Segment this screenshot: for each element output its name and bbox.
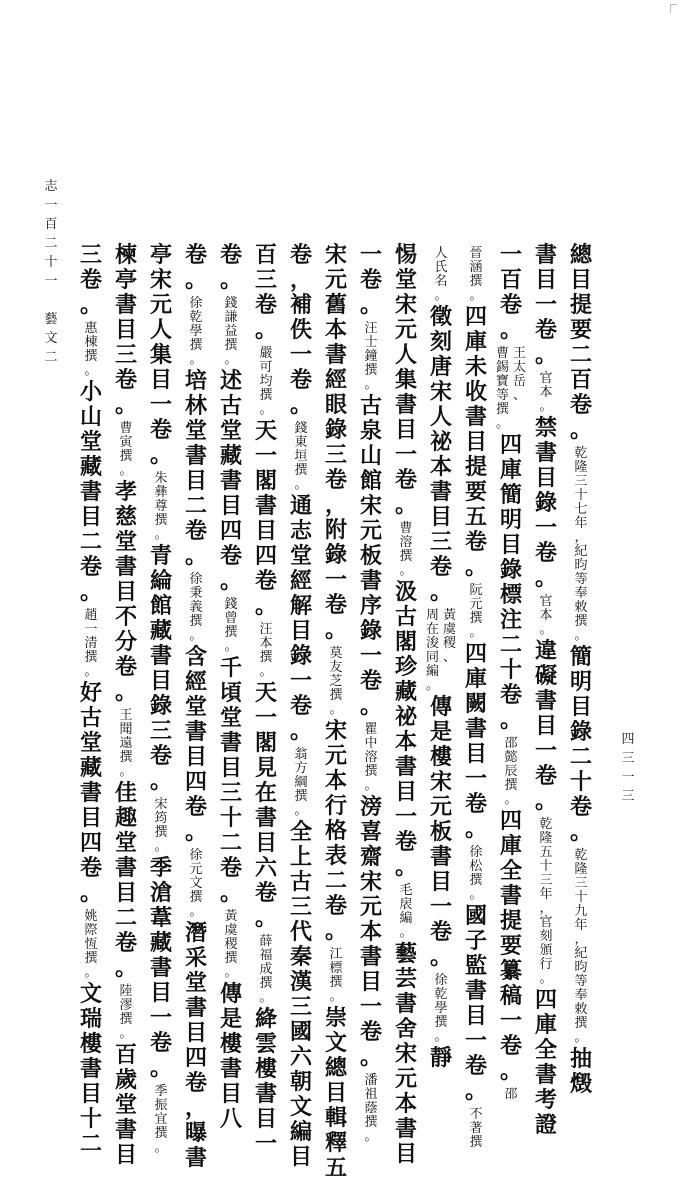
annotation-note: 汪 士 鐘 撰 。 [364, 321, 378, 392]
annotation-note-left: 曹 錫 寶 等 撰 。 [495, 346, 509, 431]
annotation-note: 錢 東 垣 撰 。 [294, 421, 308, 492]
main-text: 小 山 堂 藏 書 目 二 卷 。 [79, 379, 102, 605]
main-text: 文 瑞 樓 書 目 十 二 [79, 981, 102, 1157]
annotation-note: 人 氏 名 。 [434, 246, 448, 303]
text-column [251, 242, 281, 1157]
main-text: 亭 宋 元 人 集 目 一 卷 。 [149, 242, 172, 468]
annotation-note: 莫 友 芝 撰 。 [329, 646, 343, 717]
main-text: 佳 趣 堂 書 目 二 卷 。 [114, 780, 137, 981]
annotation-note: 黃 虞 稷 撰 。 [224, 909, 238, 980]
main-text: 百 歲 堂 書 目 [114, 1042, 137, 1168]
main-text: 絳 雲 樓 書 目 一 [254, 1006, 277, 1157]
annotation-note: 不 著 撰 [469, 1107, 483, 1150]
main-text: 四 庫 簡 明 目 錄 標 注 二 十 卷 。 [499, 432, 522, 733]
main-text: 四 庫 全 書 考 證 [534, 987, 557, 1138]
annotation-note: 官 本 。 [539, 371, 553, 414]
annotation-note: 姚 際 恆 撰 。 [84, 909, 98, 980]
main-text: 三 卷 。 [79, 242, 102, 318]
main-text: 四 庫 全 書 提 要 纂 稿 一 卷 。 [499, 808, 522, 1084]
main-text: 季 滄 葦 藏 書 目 一 卷 。 [149, 855, 172, 1081]
annotation-note: 邵 懿 辰 撰 。 [504, 736, 518, 807]
annotation-note: 徐 秉 義 撰 。 [189, 572, 203, 643]
annotation-note: 毛 扆 編 。 [399, 883, 413, 940]
main-text: 楝 亭 書 目 三 卷 。 [114, 242, 137, 418]
main-text: 違 礙 書 目 一 卷 。 [534, 638, 557, 814]
annotation-note: 晉 涵 撰 。 [469, 246, 483, 303]
annotation-note: 朱 彝 尊 撰 。 [154, 471, 168, 542]
annotation-note: 徐 乾 學 撰 。 [434, 973, 448, 1044]
main-text: 藝 芸 書 舍 宋 元 本 書 目 [394, 941, 417, 1167]
main-text: 千 頃 堂 書 目 三 十 二 卷 。 [219, 655, 242, 906]
main-text: 孝 慈 堂 書 目 不 分 卷 。 [114, 479, 137, 705]
annotation-note: 邵 [504, 1087, 518, 1102]
annotation-note: 翁 方 綱 撰 。 [294, 747, 308, 818]
main-text: 卷 ， 補 佚 一 卷 。 [289, 242, 312, 418]
annotation-note: 官 本 。 [539, 594, 553, 637]
main-text: 述 古 堂 藏 書 目 四 卷 。 [219, 368, 242, 594]
annotation-note: 嚴 可 均 撰 。 [259, 346, 273, 417]
text-column [566, 242, 596, 1097]
annotation-note: 徐 乾 學 撰 。 [189, 296, 203, 367]
main-text: 四 庫 未 收 書 目 提 要 五 卷 。 [464, 304, 487, 580]
main-text: 惕 堂 宋 元 人 集 書 目 一 卷 。 [394, 242, 417, 518]
main-text: 禁 書 目 錄 一 卷 。 [534, 415, 557, 591]
annotation-note: 陸 漻 撰 。 [119, 984, 133, 1041]
main-text: 天 一 閣 書 目 四 卷 。 [254, 418, 277, 619]
text-column [461, 244, 491, 1150]
main-text: 卷 。 [219, 242, 242, 293]
text-column [425, 244, 456, 1071]
annotation-note: 王 聞 遠 撰 。 [119, 708, 133, 779]
main-text: 全 上 古 三 代 秦 漢 三 國 六 朝 文 編 目 [289, 819, 312, 1170]
annotation-note-double [425, 606, 458, 696]
main-text: 一 百 卷 。 [499, 242, 522, 343]
annotation-note: 瞿 中 溶 撰 。 [364, 722, 378, 793]
corner-mark [670, 4, 677, 13]
main-text: 一 卷 。 [359, 242, 382, 318]
main-text: 通 志 堂 經 解 目 錄 一 卷 。 [289, 493, 312, 744]
annotation-note: 乾 隆 三 十 九 年 ， 紀 昀 等 奉 敕 撰 。 [574, 848, 588, 1045]
text-column [391, 242, 421, 1167]
annotation-note-right: 黃 虞 稷 、 [442, 608, 456, 665]
main-text: 培 林 堂 書 目 二 卷 。 [184, 368, 207, 569]
annotation-note: 江 標 撰 。 [329, 947, 343, 1004]
section-header: 志 一 百 二 十 一 藝 文 二 [44, 179, 58, 365]
text-column [76, 242, 106, 1157]
main-text: 卷 。 [184, 242, 207, 293]
main-text: 抽 燬 [569, 1046, 592, 1097]
annotation-note: 潘 祖 蔭 撰 。 [364, 1073, 378, 1144]
main-text: 滂 喜 齋 宋 元 本 書 目 一 卷 。 [359, 794, 382, 1070]
text-column [531, 242, 561, 1138]
main-text: 崇 文 總 目 輯 釋 五 [324, 1005, 347, 1181]
text-column [286, 242, 316, 1170]
annotation-note: 汪 本 撰 。 [259, 622, 273, 679]
main-text: 簡 明 目 錄 二 十 卷 。 [569, 644, 592, 845]
main-text: 古 泉 山 館 宋 元 板 書 序 錄 一 卷 。 [359, 393, 382, 719]
annotation-note: 惠 棟 撰 。 [84, 321, 98, 378]
main-text: 好 古 堂 藏 書 目 四 卷 。 [79, 680, 102, 906]
main-text: 天 一 閣 見 在 書 目 六 卷 。 [254, 680, 277, 931]
annotation-note: 季 振 宜 撰 。 [154, 1084, 168, 1155]
main-text: 含 經 堂 書 目 四 卷 。 [184, 644, 207, 845]
annotation-note: 趙 一 清 撰 。 [84, 608, 98, 679]
annotation-note: 錢 曾 撰 。 [224, 597, 238, 654]
annotation-note: 曹 寅 撰 。 [119, 421, 133, 478]
main-text: 潛 采 堂 書 目 四 卷 ， 曝 書 [184, 920, 207, 1171]
main-text: 宋 元 舊 本 書 經 眼 錄 三 卷 ， 附 錄 一 卷 。 [324, 242, 347, 643]
annotation-note-double [495, 344, 528, 434]
annotation-note: 徐 松 撰 。 [469, 845, 483, 902]
page-number: 四 三 一 三 [621, 732, 635, 804]
annotation-note: 乾 隆 三 十 七 年 ， 紀 昀 等 奉 敕 撰 。 [574, 446, 588, 643]
text-column [181, 242, 211, 1171]
text-column [111, 242, 141, 1168]
text-column [146, 242, 176, 1155]
annotation-note: 曹 溶 撰 。 [399, 521, 413, 578]
annotation-note: 徐 元 文 撰 。 [189, 848, 203, 919]
main-text: 傳 是 樓 宋 元 板 書 目 一 卷 。 [429, 694, 452, 970]
main-text: 總 目 提 要 二 百 卷 。 [569, 242, 592, 443]
main-text: 宋 元 本 行 格 表 二 卷 。 [324, 718, 347, 944]
main-text: 國 子 監 書 目 一 卷 。 [464, 903, 487, 1104]
annotation-note: 錢 謙 益 撰 。 [224, 296, 238, 367]
main-text: 四 庫 闕 書 目 一 卷 。 [464, 641, 487, 842]
text-column [356, 242, 386, 1144]
text-column [321, 242, 351, 1181]
annotation-note: 宋 筠 撰 。 [154, 797, 168, 854]
annotation-note-left: 周 在 浚 同 編 。 [425, 608, 439, 693]
main-text: 百 三 卷 。 [254, 242, 277, 343]
annotation-note-right: 王 太 岳 、 [512, 346, 526, 403]
main-text: 青 綸 館 藏 書 目 錄 三 卷 。 [149, 543, 172, 794]
annotation-note: 薛 福 成 撰 。 [259, 934, 273, 1005]
main-text: 汲 古 閣 珍 藏 祕 本 書 目 一 卷 。 [394, 579, 417, 880]
annotation-note: 阮 元 撰 。 [469, 583, 483, 640]
annotation-note: 乾 隆 五 十 三 年 ， 官 刻 頒 行 。 [539, 817, 553, 986]
text-column [216, 242, 246, 1132]
main-text: 書 目 一 卷 。 [534, 242, 557, 368]
main-text: 徵 刻 唐 宋 人 祕 本 書 目 三 卷 。 [429, 304, 452, 605]
text-column [495, 242, 526, 1102]
main-text: 傳 是 樓 書 目 八 [219, 981, 242, 1132]
main-text: 靜 [429, 1045, 452, 1071]
